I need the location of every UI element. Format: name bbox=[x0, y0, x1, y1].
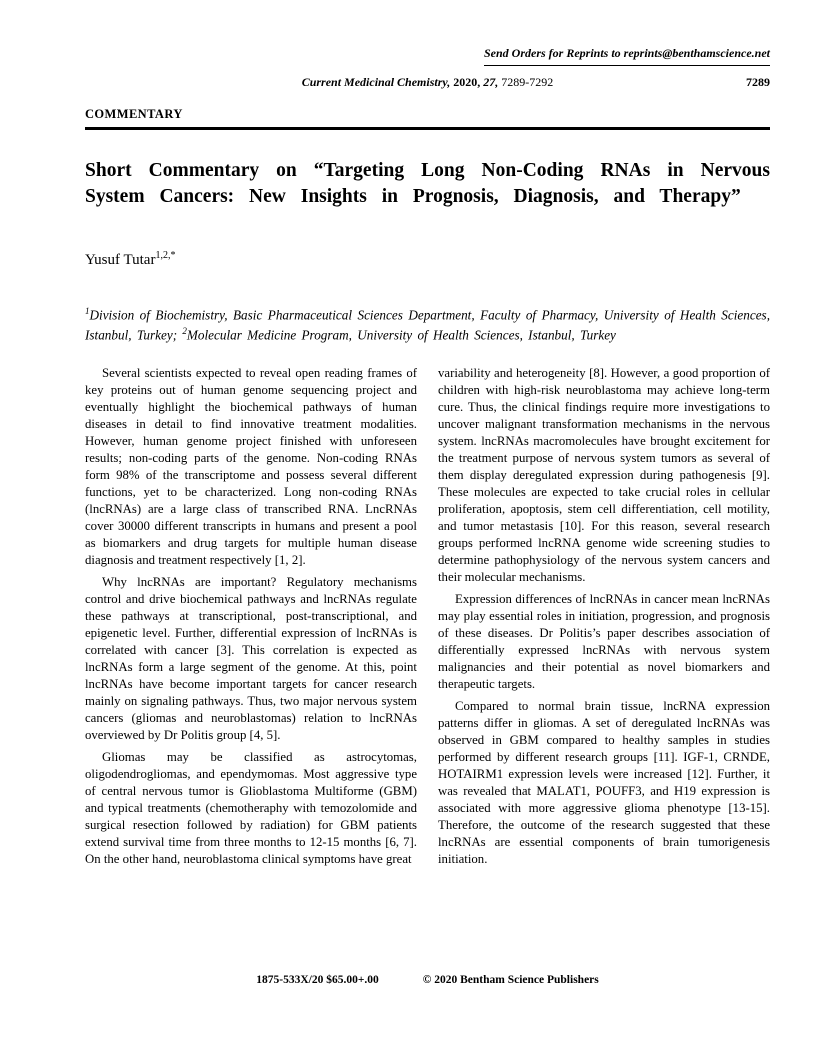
paragraph: Why lncRNAs are important? Regulatory mechanisms control and drive biochemical pathways and lncRNAs regulate these pathways at transcriptional, post-transcriptional, and epigenetic level. Further, differential expression of lncRNAs is correlated with cancer [3]. This correlation is expected as lncRNAs form a large segment of the genome. At this, point lncRNAs have become important targets for cancer research mainly on signaling pathways. Thus, two major nervous system cancers (gliomas and neuroblastomas) relation to lncRNAs overviewed by Dr Politis group [4, 5]. bbox=[85, 574, 417, 742]
affiliations bbox=[85, 303, 770, 344]
paragraph: variability and heterogeneity [8]. However, a good proportion of children with high-risk neuroblastoma may achieve long-term cure. Thus, the clinical findings require more investigations to uncover malignant transformation mechanisms in the nervous system. lncRNAs macromolecules have brought excitement for the treatment purpose of nervous system tumors as several of them display deregulated expression during pathogenesis [9]. These molecules are expected to take crucial roles in cellular proliferation, apoptosis, stem cell differentiation, cell motility, and tumor metastasis [10]. For this reason, several research groups performed lncRNA genome wide screening studies to determine pathophysiology of the nervous system cancers and their molecular mechanisms. bbox=[438, 365, 770, 584]
section-label: COMMENTARY bbox=[85, 107, 183, 121]
issn-price: 1875-533X/20 $65.00+.00 bbox=[256, 974, 379, 986]
journal-year: 2020, bbox=[453, 75, 481, 89]
reprint-notice: Send Orders for Reprints to reprints@benthamscience.net bbox=[484, 46, 770, 66]
reprint-notice-row bbox=[85, 44, 770, 66]
journal-pages: 7289-7292 bbox=[501, 75, 554, 89]
paragraph: Gliomas may be classified as astrocytomas, oligodendrogliomas, and ependymomas. Most aggressive type of central nervous tumor is Glioblastoma Multiforme (GBM) and typical treatments (chemotheraphy with temozolomide and surgical resection followed by radiation) for GBM patients extend survival time from three months to 12-15 months [6, 7]. On the other hand, neuroblastoma clinical symptoms have great bbox=[85, 749, 417, 866]
affiliation-2-text: Molecular Medicine Program, University of Health Sciences, Istanbul, Turkey bbox=[186, 327, 616, 343]
author-line bbox=[85, 250, 770, 269]
journal-name: Current Medicinal Chemistry, bbox=[301, 75, 451, 89]
author-affiliation-marker: 1,2,* bbox=[155, 250, 176, 261]
paragraph: Several scientists expected to reveal open reading frames of key proteins out of human genome sequencing project and eventually highlight the biochemical pathways of human diseases in detail to find innovative treatment modalities. However, human genome project finished with unforeseen results; non-coding parts of the genome. Non-coding RNAs form 98% of the transcriptome and possess several different functions, yet to be characterized. Long non-coding RNAs (lncRNAs) are a large class of transcribed RNA. LncRNAs cover 30000 different transcripts in humans and present a pool as biomarkers and drug targets for multiple human disease diagnosis and treatment respectively [1, 2]. bbox=[85, 365, 417, 567]
page-footer bbox=[85, 974, 770, 986]
author-name: Yusuf Tutar bbox=[85, 252, 156, 268]
body-column-right bbox=[438, 365, 770, 873]
journal-citation bbox=[85, 75, 770, 90]
affiliation-1-marker: 1 bbox=[85, 306, 90, 316]
body-columns bbox=[85, 365, 770, 873]
copyright-notice: © 2020 Bentham Science Publishers bbox=[422, 974, 599, 986]
affiliation-1-text: Division of Biochemistry, Basic Pharmaceutical Sciences Department, Faculty of Pharmacy, University of Health Sciences, Istanbul, Turkey; bbox=[85, 307, 770, 343]
paragraph: Expression differences of lncRNAs in cancer mean lncRNAs may play essential roles in initiation, progression, and prognosis of these diseases. Dr Politis’s paper describes association of differentially expressed lncRNAs with nervous system malignancies and their potential as novel biomarkers and therapeutic targets. bbox=[438, 591, 770, 691]
journal-volume: 27, bbox=[483, 75, 499, 89]
paragraph: Compared to normal brain tissue, lncRNA expression patterns differ in gliomas. A set of deregulated lncRNAs was observed in GBM compared to healthy samples in studies performed by different research groups [11]. IGF-1, CRNDE, HOTAIRM1 expression levels were increased [12]. Further, it was revealed that MALAT1, POUFF3, and H19 expression is associated with more aggressive glioma phenotype [13-15]. Therefore, the outcome of the research suggested that these lncRNAs are essential components of brain tumorigenesis initiation. bbox=[438, 698, 770, 866]
header-rule bbox=[85, 127, 770, 130]
article-title: Short Commentary on “Targeting Long Non-Coding RNAs in Nervous System Cancers: New Insights in Prognosis, Diagnosis, and Therapy” bbox=[85, 160, 770, 207]
affiliation-2-marker: 2 bbox=[182, 326, 187, 337]
page-number: 7289 bbox=[746, 75, 770, 89]
body-column-left bbox=[85, 365, 417, 873]
